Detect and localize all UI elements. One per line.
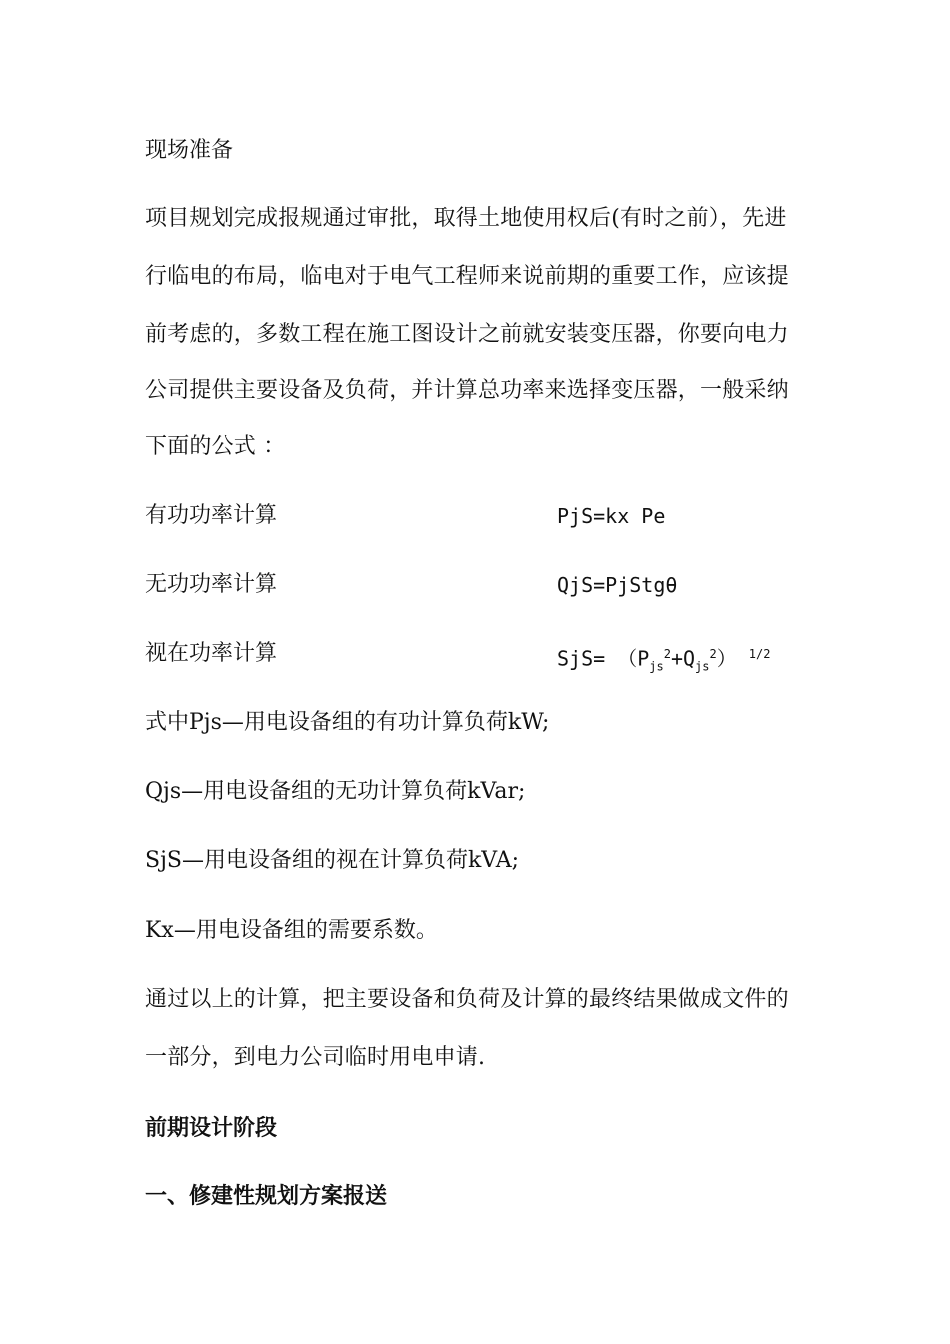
formula-label-active-power: 有功功率计算 — [145, 503, 278, 528]
q-superscript: 2 — [709, 647, 717, 661]
p-subscript: js — [649, 659, 664, 674]
exponent-half: 1/2 — [748, 647, 771, 661]
formula-apparent-power — [557, 639, 770, 682]
formula-prefix: SjS= （P — [557, 646, 650, 671]
paragraph-line-3: 前考虑的，多数工程在施工图设计之前就安装变压器，你要向电力 — [145, 322, 789, 347]
definition-kx: Kx—用电设备组的需要系数。 — [145, 918, 438, 943]
definition-pjs: 式中Pjs—用电设备组的有功计算负荷kW; — [145, 710, 550, 735]
paragraph-line-2: 行临电的布局，临电对于电气工程师来说前期的重要工作，应该提 — [145, 264, 789, 289]
paragraph-line-5: 下面的公式 ： — [145, 434, 286, 459]
paragraph-line-4: 公司提供主要设备及负荷，并计算总功率来选择变压器，一般采纳 — [145, 378, 789, 403]
definition-qjs: Qjs—用电设备组的无功计算负荷kVar; — [145, 779, 526, 804]
close-paren: ） — [716, 646, 737, 671]
subsection-title-plan-submission: 一、修建性规划方案报送 — [145, 1183, 388, 1209]
conclusion-line-1: 通过以上的计算，把主要设备和负荷及计算的最终结果做成文件的 — [145, 987, 789, 1012]
section-title-site-prep: 现场准备 — [145, 138, 234, 163]
q-subscript: js — [695, 659, 710, 674]
formula-active-power: PjS=kx Pe — [557, 504, 666, 528]
formula-label-apparent-power: 视在功率计算 — [145, 641, 278, 666]
section-title-preliminary-design: 前期设计阶段 — [145, 1115, 278, 1141]
formula-label-reactive-power: 无功功率计算 — [145, 572, 278, 597]
plus-q: +Q — [670, 646, 696, 671]
p-superscript: 2 — [663, 647, 671, 661]
paragraph-line-1: 项目规划完成报规通过审批，取得土地使用权后(有时之前），先进 — [145, 206, 787, 231]
conclusion-line-2: 一部分，到电力公司临时用电申请. — [145, 1045, 486, 1070]
definition-sjs: SjS—用电设备组的视在计算负荷kVA; — [145, 848, 519, 873]
formula-reactive-power: QjS=PjStgθ — [557, 573, 678, 597]
